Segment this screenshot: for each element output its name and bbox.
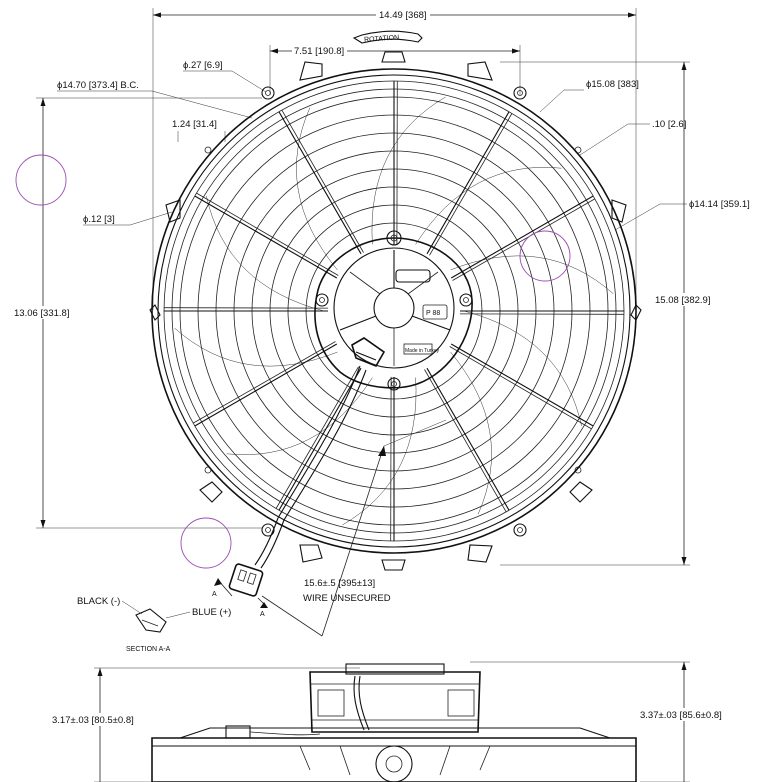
guard-spoke [430, 114, 512, 256]
height-left-dimension [12, 98, 262, 528]
rotation-arrow [354, 31, 422, 44]
wire-note-label: WIRE UNSECURED [303, 593, 391, 604]
side-view [50, 662, 734, 782]
guard-spoke [451, 344, 593, 426]
section-aa-detail [77, 596, 231, 653]
height-left-label: 13.06 [331.8] [14, 308, 70, 319]
motor-hub [315, 231, 472, 390]
fan-blade [451, 352, 492, 514]
height-right-label: 15.08 [382.9] [655, 295, 711, 306]
motor-code-label: P 88 [426, 310, 441, 317]
overall-width-label: 14.49 [368] [379, 10, 427, 21]
shroud-gap-label: .10 [2.6] [652, 119, 687, 130]
bolt-offset-label: 7.51 [190.8] [294, 46, 345, 57]
guard-spoke [276, 367, 358, 509]
wire-length-label: 15.6±.5 [395±13] [304, 578, 376, 589]
blue-wire-label: BLUE (+) [192, 607, 232, 618]
motor-origin-label: Made in Turkey [405, 348, 440, 354]
guard-spoke [427, 112, 509, 254]
guard-spoke [279, 368, 361, 510]
guard-spoke [450, 347, 592, 429]
blade-dia-label: ϕ14.14 [359.1] [689, 199, 750, 210]
tab-width-label: 1.24 [31.4] [172, 119, 217, 130]
guard-spokes [164, 81, 624, 541]
outer-dia-label: ϕ15.08 [383] [586, 79, 639, 90]
section-marker-a2: A [260, 611, 265, 618]
small-hole-label: ϕ.12 [3] [83, 214, 115, 225]
rotation-label: ROTATION [363, 34, 400, 44]
section-aa-label: SECTION A-A [126, 646, 171, 653]
guard-spoke [282, 110, 364, 252]
guard-spoke [195, 344, 337, 426]
fan-blade [296, 108, 337, 270]
guard-spoke [279, 112, 361, 254]
section-marker-a1: A [212, 591, 217, 598]
guard-spoke [195, 196, 337, 278]
depth-right-label: 3.37±.03 [85.6±0.8] [640, 710, 722, 721]
hole-dia-label: ϕ.27 [6.9] [183, 60, 223, 71]
guard-spoke [193, 342, 335, 424]
fan-blade [416, 167, 562, 244]
guard-spoke [427, 368, 509, 510]
guard-ring [306, 223, 482, 399]
bolt-circle-label: ϕ14.70 [373.4] B.C. [57, 80, 139, 91]
guard-spoke [425, 370, 507, 512]
depth-left-label: 3.17±.03 [80.5±0.8] [52, 715, 134, 726]
wire-length-dimension [262, 420, 446, 636]
guard-spoke [197, 193, 339, 275]
black-wire-label: BLACK (-) [77, 596, 121, 607]
